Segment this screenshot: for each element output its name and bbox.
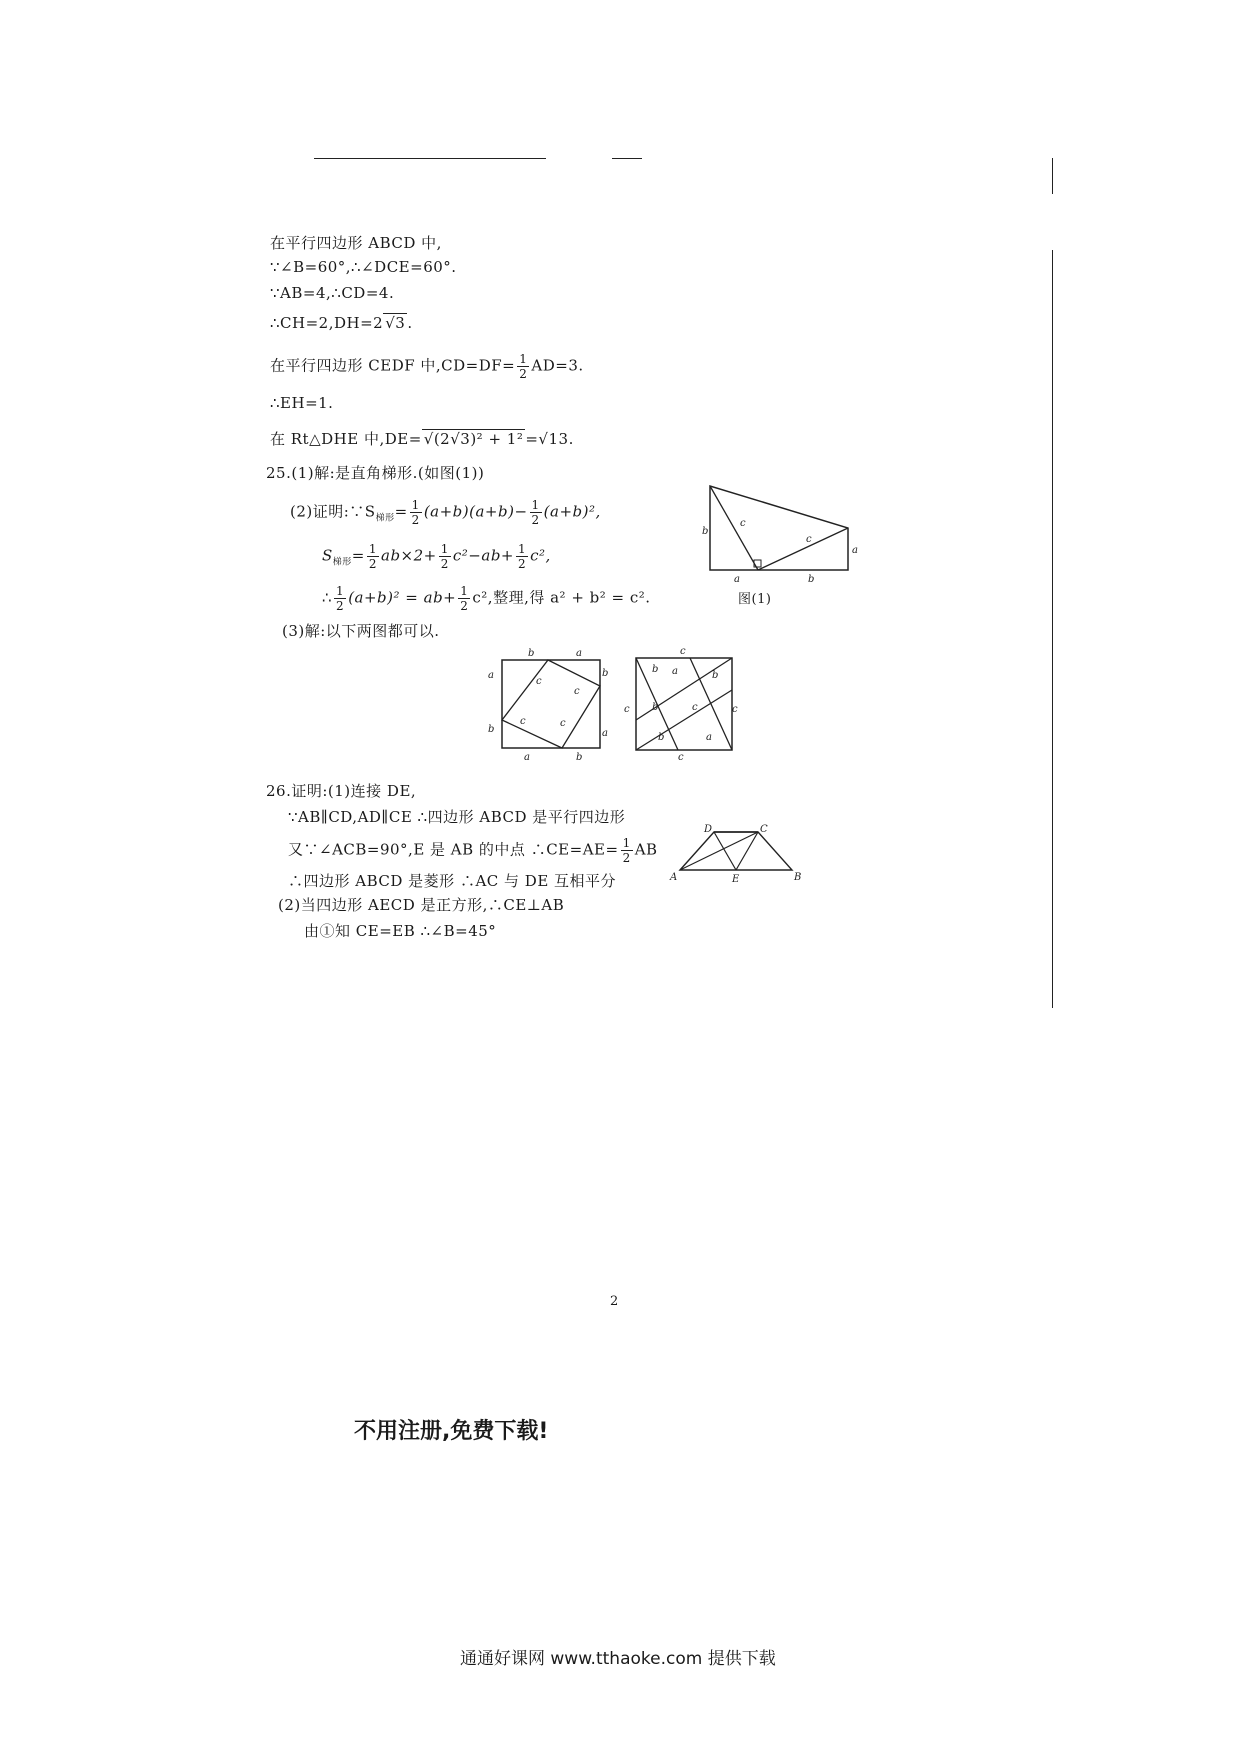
svg-text:c: c xyxy=(680,646,686,657)
svg-text:b: b xyxy=(576,752,583,762)
sol26-line-1: 26.证明:(1)连接 DE, xyxy=(266,782,417,800)
svg-text:a: a xyxy=(672,666,678,677)
fraction: $\frac{1}{2}$ xyxy=(519,352,528,381)
svg-text:a: a xyxy=(602,728,608,739)
sol26-line-2: ∵AB∥CD,AD∥CE ∴四边形 ABCD 是平行四边形 xyxy=(288,808,626,826)
promo-text: 不用注册,免费下载! xyxy=(354,1419,549,1444)
square-figure-left xyxy=(484,646,614,762)
svg-text:b: b xyxy=(702,526,709,537)
svg-text:a: a xyxy=(576,648,582,659)
sol26-line-6: 由①知 CE=EB ∴∠B=45° xyxy=(304,922,497,940)
svg-text:c: c xyxy=(560,718,566,729)
sol24-line-2: ∵∠B=60°,∴∠DCE=60°. xyxy=(270,258,457,276)
svg-text:b: b xyxy=(712,670,719,681)
svg-text:c: c xyxy=(536,676,542,687)
svg-text:b: b xyxy=(808,574,815,585)
svg-text:b: b xyxy=(652,702,659,713)
sol24-line-7: 在 Rt△DHE 中,DE= √(2√3)² + 1² =√13. xyxy=(270,430,574,448)
header-rule-right xyxy=(612,158,642,159)
sol24-line-1: 在平行四边形 ABCD 中, xyxy=(270,234,442,252)
svg-text:a: a xyxy=(734,574,740,585)
svg-text:E: E xyxy=(732,874,740,885)
figure-1-caption: 图(1) xyxy=(738,592,772,607)
svg-text:a: a xyxy=(524,752,530,762)
margin-line-top xyxy=(1052,158,1053,194)
svg-text:c: c xyxy=(692,702,698,713)
figure-1-trapezoid xyxy=(700,478,870,588)
sol25-part1: 25.(1)解:是直角梯形.(如图(1)) xyxy=(266,464,485,482)
sol26-line-4: ∴四边形 ABCD 是菱形 ∴AC 与 DE 互相平分 xyxy=(288,872,617,890)
sol26-line-3: 又∵∠ACB=90°,E 是 AB 的中点 ∴CE=AE= $\frac{1}{2}$ AB xyxy=(288,836,658,865)
svg-text:a: a xyxy=(488,670,494,681)
sol24-line-5: 在平行四边形 CEDF 中,CD=DF= $\frac{1}{2}$ AD=3. xyxy=(270,352,584,381)
svg-text:c: c xyxy=(624,704,630,715)
sol26-line-5: (2)当四边形 AECD 是正方形,∴CE⊥AB xyxy=(278,896,565,914)
svg-text:b: b xyxy=(488,724,495,735)
svg-text:c: c xyxy=(678,752,684,763)
parallelogram-figure xyxy=(666,824,816,890)
svg-text:C: C xyxy=(760,824,768,835)
svg-text:b: b xyxy=(652,664,659,675)
square-figure-right xyxy=(620,644,750,764)
margin-line xyxy=(1052,250,1053,1008)
svg-text:B: B xyxy=(794,872,802,883)
svg-text:c: c xyxy=(574,686,580,697)
svg-text:b: b xyxy=(602,668,609,679)
sol25-area-line: $S_{梯形}=$ $\frac{1}{2}$ ab×2+ $\frac{1}{2}$ c²−ab+ $\frac{1}{2}$ c², xyxy=(322,542,551,571)
svg-text:A: A xyxy=(670,872,678,883)
svg-text:b: b xyxy=(528,648,535,659)
svg-text:a: a xyxy=(706,732,712,743)
footer-credit: 通通好课网 www.tthaoke.com 提供下载 xyxy=(460,1649,776,1669)
svg-text:a: a xyxy=(852,545,858,556)
sol25-part3: (3)解:以下两图都可以. xyxy=(282,622,440,640)
svg-text:c: c xyxy=(732,704,738,715)
sol24-line-4: ∴CH=2,DH=2 √3 . xyxy=(270,314,413,332)
svg-text:D: D xyxy=(704,824,713,835)
page-number: 2 xyxy=(610,1294,619,1309)
sol25-part2: (2)证明$:\because S_{梯形}=$ $\frac{1}{2}$ (a+b)(a+b)− $\frac{1}{2}$ (a+b)², xyxy=(290,498,601,527)
svg-text:b: b xyxy=(658,732,665,743)
svg-text:c: c xyxy=(520,716,526,727)
sol25-conclusion: ∴ $\frac{1}{2}$ (a+b)² = ab+ $\frac{1}{2}$ c²,整理,得 a² + b² = c². xyxy=(322,584,651,613)
header-rule-left xyxy=(314,158,546,159)
svg-text:c: c xyxy=(806,534,812,545)
sol24-line-3: ∵AB=4,∴CD=4. xyxy=(270,284,395,302)
sol24-line-6: ∴EH=1. xyxy=(270,394,334,412)
svg-text:c: c xyxy=(740,518,746,529)
